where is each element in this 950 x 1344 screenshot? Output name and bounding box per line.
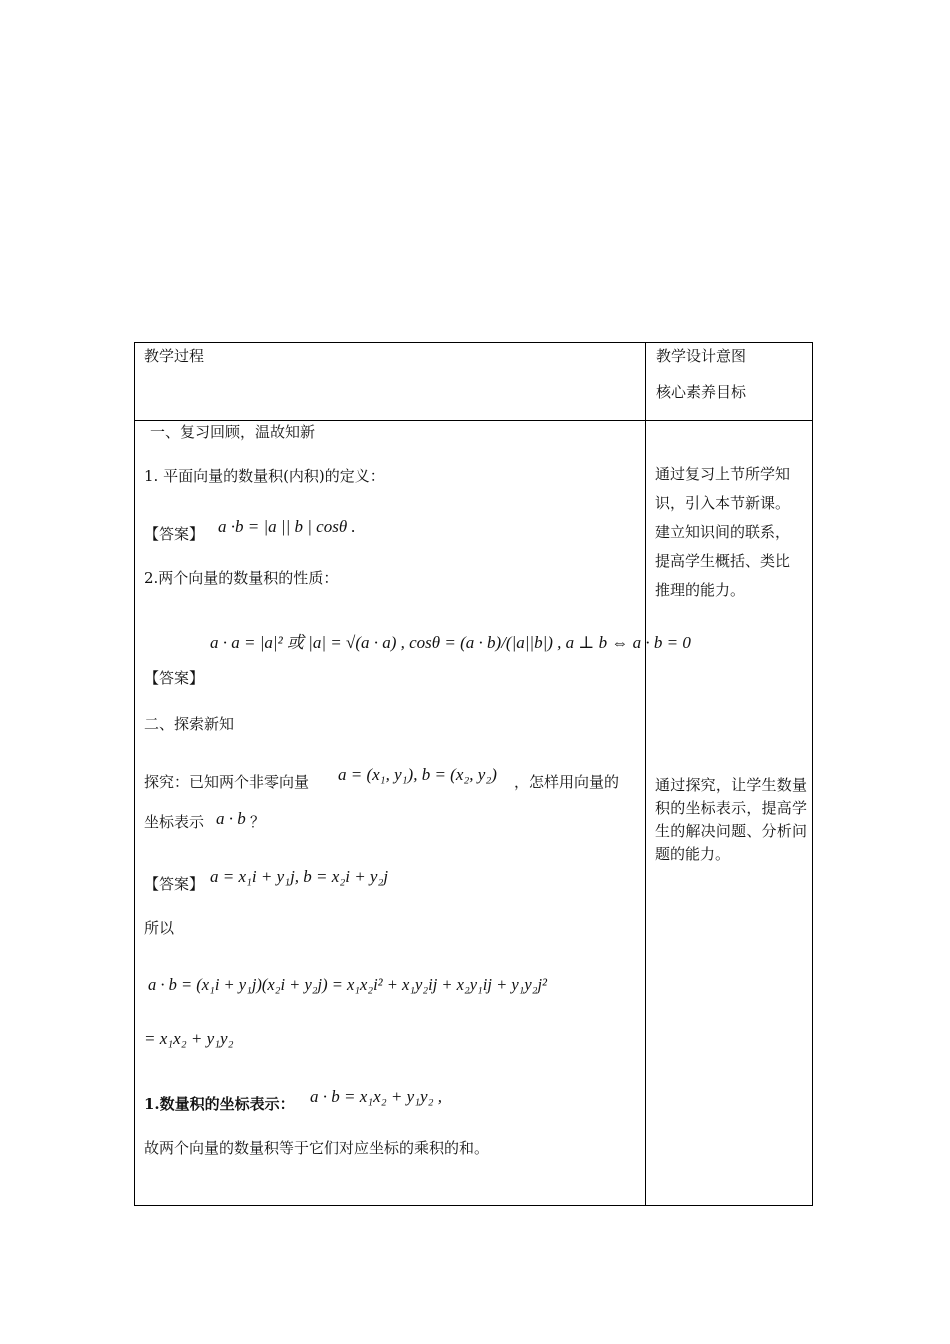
header-goal: 核心素养目标: [656, 383, 747, 401]
result-formula: a · b = x₁x₂ + y₁y₂ ,: [310, 1087, 443, 1106]
explore-line2: 坐标表示: [144, 813, 205, 831]
intent-review: 通过复习上节所学知识，引入本节新课。建立知识间的联系，提高学生概括、类比推理的能力。: [655, 465, 791, 599]
lesson-table: [134, 342, 813, 1206]
explore-formula2: a · b: [216, 809, 246, 828]
explore-prefix: 探究：已知两个非零向量: [144, 773, 310, 791]
answer-label-1: 【答案】: [144, 525, 205, 543]
result-label: 1.数量积的坐标表示：: [144, 1095, 295, 1113]
explore-suffix: ，怎样用向量的: [514, 773, 620, 791]
section-explore-title: 二、探索新知: [144, 715, 235, 733]
answer-label-2: 【答案】: [144, 669, 205, 687]
derivation-line-1: a · b = (x₁i + y₁j)(x₂i + y₂j) = x₁x₂i² + x₁y₂ij + x₂y₁ij + y₁y₂j²: [148, 975, 547, 994]
header-process: 教学过程: [144, 347, 205, 365]
section-review-title: 一、复习回顾，温故知新: [150, 423, 316, 441]
header-divider: [134, 420, 813, 421]
conclusion-text: 故两个向量的数量积等于它们对应坐标的乘积的和。: [144, 1139, 490, 1157]
derivation-line-2: = x₁x₂ + y₁y₂: [144, 1029, 234, 1048]
question-definition: 1. 平面向量的数量积(内积)的定义：: [144, 467, 385, 485]
answer-formula-properties: a · a = |a|² 或 |a| = √(a · a) , cosθ = (a · b)/(|a||b|) , a ⊥ b ⇔ a · b = 0: [210, 633, 691, 652]
explore-question-mark: ？: [250, 813, 266, 831]
so-text: 所以: [144, 919, 175, 937]
column-divider: [645, 342, 646, 1206]
explore-formula: a = (x₁, y₁), b = (x₂, y₂): [338, 765, 497, 784]
question-properties: 2.两个向量的数量积的性质：: [144, 569, 339, 587]
intent-explore: 通过探究，让学生数量积的坐标表示，提高学生的解决问题、分析问题的能力。: [655, 776, 807, 863]
header-intent: 教学设计意图: [656, 347, 747, 365]
answer-formula-vectors: a = x₁i + y₁j, b = x₂i + y₂j: [210, 867, 389, 886]
answer-formula-definition: a ·b = |a || b | cosθ .: [218, 517, 356, 536]
answer-label-3: 【答案】: [144, 875, 205, 893]
